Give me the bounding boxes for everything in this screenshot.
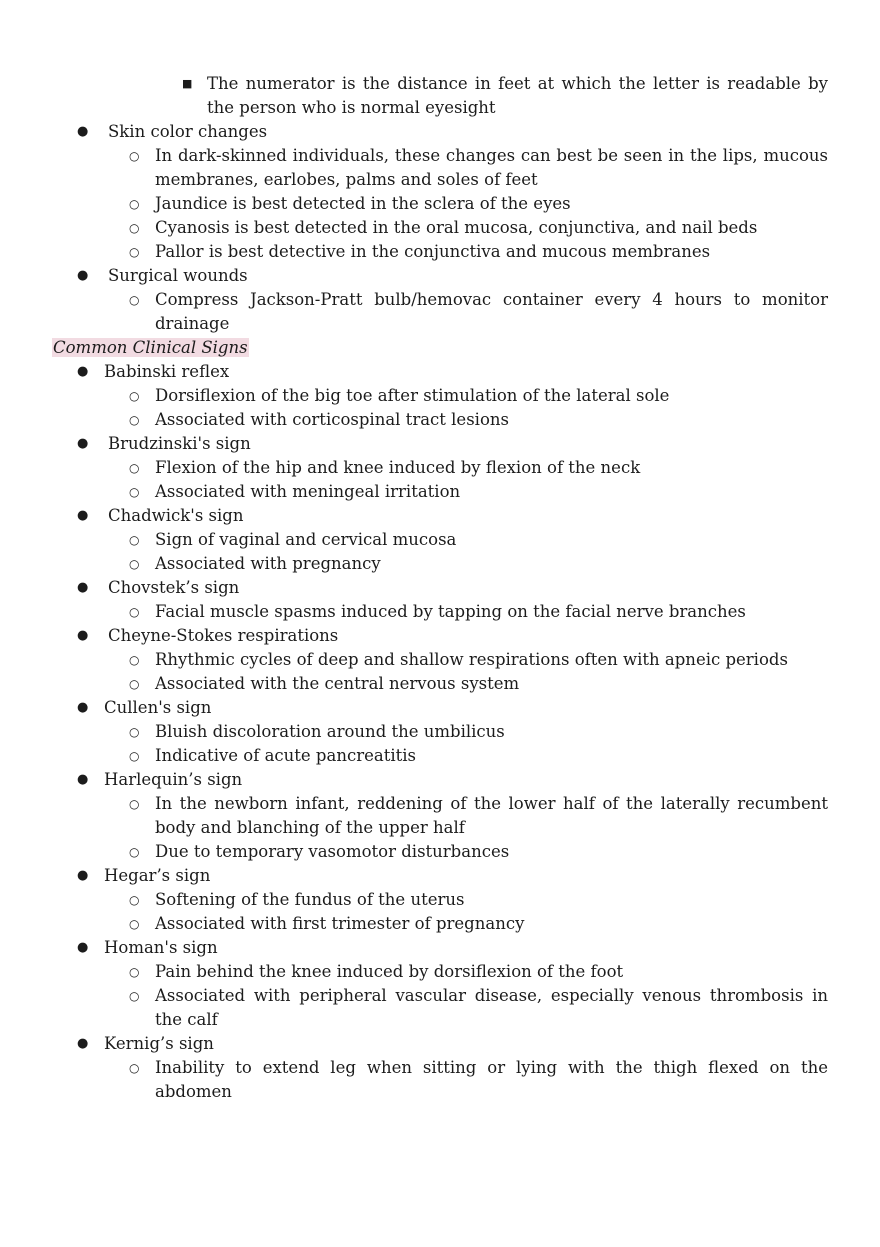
section-heading (0, 336, 880, 360)
list-item: ○ Pallor is best detective in the conjunctiva and mucous membranes (0, 240, 880, 264)
bullet-icon: ● (77, 868, 89, 883)
sign-title: Brudzinski's sign (108, 434, 251, 453)
circle-bullet-icon: ○ (129, 893, 140, 907)
list-item (0, 864, 880, 888)
list-item (0, 504, 880, 528)
bullet-icon: ● (77, 268, 89, 283)
list-item (0, 768, 880, 792)
circle-bullet-icon: ○ (129, 845, 140, 859)
list-item: ○ Due to temporary vasomotor disturbances (0, 840, 880, 864)
circle-bullet-icon: ○ (129, 389, 140, 403)
list-item: ○ Associated with first trimester of pregnancy (0, 912, 880, 936)
list-item (0, 360, 880, 384)
sign-title: Homan's sign (104, 938, 218, 957)
circle-bullet-icon: ○ (129, 797, 140, 811)
sign-title: Cheyne-Stokes respirations (108, 626, 339, 645)
bullet-icon: ● (77, 580, 89, 595)
circle-bullet-icon: ○ (129, 917, 140, 931)
list-item: ○ Indicative of acute pancreatitis (0, 744, 880, 768)
sign-title: Cullen's sign (104, 698, 212, 717)
list-item (0, 1032, 880, 1056)
list-item: ○ In dark-skinned individuals, these changes can best be seen in the lips, mucous membranes, earlobes, palms and soles of feet (129, 146, 828, 189)
circle-bullet-icon: ○ (129, 989, 140, 1003)
list-item: ○ Rhythmic cycles of deep and shallow respirations often with apneic periods (0, 648, 880, 672)
bullet-icon: ● (77, 772, 89, 787)
list-item (0, 936, 880, 960)
circle-bullet-icon: ○ (129, 677, 140, 691)
list-item: ○ Bluish discoloration around the umbilicus (0, 720, 880, 744)
list-item: ○ In the newborn infant, reddening of the lower half of the laterally recumbent body and blanching of the upper half (129, 794, 828, 837)
sign-title: Kernig’s sign (104, 1034, 214, 1053)
sign-title: Hegar’s sign (104, 866, 211, 885)
circle-bullet-icon: ○ (129, 653, 140, 667)
circle-bullet-icon: ○ (129, 725, 140, 739)
circle-bullet-icon: ○ (129, 197, 140, 211)
sign-title: Babinski reflex (104, 362, 230, 381)
bullet-icon: ● (77, 364, 89, 379)
bullet-icon: ● (77, 1036, 89, 1051)
numerator-note: The numerator is the distance in feet at which the letter is readable by the person who is normal eyesight (207, 74, 828, 117)
list-item: ○ Jaundice is best detected in the sclera of the eyes (0, 192, 880, 216)
list-item: ○ Cyanosis is best detected in the oral mucosa, conjunctiva, and nail beds (0, 216, 880, 240)
sign-title: Chovstek’s sign (108, 578, 240, 597)
list-item: ○ Associated with the central nervous system (0, 672, 880, 696)
list-item: ○ Facial muscle spasms induced by tapping on the facial nerve branches (0, 600, 880, 624)
circle-bullet-icon: ○ (129, 245, 140, 259)
circle-bullet-icon: ○ (129, 221, 140, 235)
circle-bullet-icon: ○ (129, 485, 140, 499)
circle-bullet-icon: ○ (129, 965, 140, 979)
circle-bullet-icon: ○ (129, 605, 140, 619)
list-item: ○ Softening of the fundus of the uterus (0, 888, 880, 912)
list-item: ○ Pain behind the knee induced by dorsiflexion of the foot (0, 960, 880, 984)
list-item (0, 264, 880, 288)
list-item (0, 696, 880, 720)
list-item (0, 120, 880, 144)
bullet-icon: ● (77, 940, 89, 955)
circle-bullet-icon: ○ (129, 1061, 140, 1075)
bullet-icon: ● (77, 700, 89, 715)
bullet-icon: ● (77, 436, 89, 451)
bullet-icon: ● (77, 508, 89, 523)
list-item (0, 624, 880, 648)
circle-bullet-icon: ○ (129, 749, 140, 763)
square-bullet-icon: ■ (182, 77, 193, 90)
circle-bullet-icon: ○ (129, 293, 140, 307)
list-item (0, 72, 880, 120)
list-item: ○ Inability to extend leg when sitting or lying with the thigh flexed on the abdomen (129, 1058, 828, 1101)
list-item: ○ Associated with pregnancy (0, 552, 880, 576)
list-item: ○ Sign of vaginal and cervical mucosa (0, 528, 880, 552)
bullet-icon: ● (77, 124, 89, 139)
list-item: ○ Associated with meningeal irritation (0, 480, 880, 504)
circle-bullet-icon: ○ (129, 533, 140, 547)
list-item: ○ Flexion of the hip and knee induced by flexion of the neck (0, 456, 880, 480)
circle-bullet-icon: ○ (129, 413, 140, 427)
circle-bullet-icon: ○ (129, 461, 140, 475)
bullet-icon: ● (77, 628, 89, 643)
list-item: ○ Associated with peripheral vascular disease, especially venous thrombosis in the calf (129, 986, 828, 1029)
list-item: ○ Dorsiflexion of the big toe after stimulation of the lateral sole (0, 384, 880, 408)
heading-text: Common Clinical Signs (53, 338, 248, 357)
section-title: Surgical wounds (108, 266, 248, 285)
sign-title: Chadwick's sign (108, 506, 244, 525)
circle-bullet-icon: ○ (129, 149, 140, 163)
circle-bullet-icon: ○ (129, 557, 140, 571)
section-title: Skin color changes (108, 122, 268, 141)
sign-title: Harlequin’s sign (104, 770, 243, 789)
list-item (0, 576, 880, 600)
list-item: ○ Associated with corticospinal tract lesions (0, 408, 880, 432)
list-item (0, 432, 880, 456)
document-page (0, 72, 880, 1104)
list-item: ○ Compress Jackson-Pratt bulb/hemovac container every 4 hours to monitor drainage (129, 290, 828, 333)
